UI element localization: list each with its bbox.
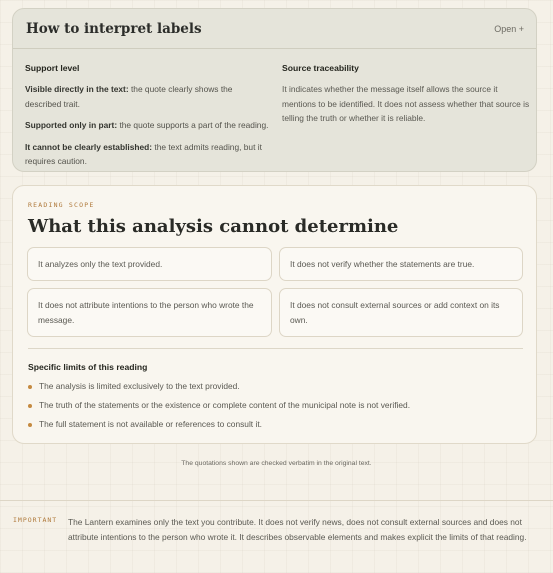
limits-heading: Specific limits of this reading <box>28 362 148 372</box>
list-item <box>28 377 410 396</box>
list-item <box>28 415 410 434</box>
bullet-dot-icon <box>28 423 32 427</box>
footnote: The quotations shown are checked verbatim in the original text. <box>181 460 372 467</box>
source-traceability-heading: Source traceability <box>282 63 359 73</box>
reading-scope-card <box>12 185 537 444</box>
labels-panel-title: How to interpret labels <box>26 20 202 37</box>
limit-text: The truth of the statements or the existence or complete content of the municipal note is not verified. <box>39 400 411 410</box>
bullet-dot-icon <box>28 385 32 389</box>
support-level-column <box>25 63 270 176</box>
support-level-heading: Support level <box>25 63 80 73</box>
support-definition <box>25 118 270 133</box>
important-notice <box>0 500 553 573</box>
support-term: Supported only in part: <box>25 120 118 130</box>
limit-text: The full statement is not available or references to consult it. <box>39 419 262 429</box>
bullet-dot-icon <box>28 404 32 408</box>
labels-panel <box>12 8 537 172</box>
list-item <box>28 396 410 415</box>
source-traceability-text: It indicates whether the message itself allows the source it mentions to be identified. It does not assess whether that source is telling the truth or whether it is reliable. <box>282 84 530 123</box>
support-definition <box>25 140 270 169</box>
limits-list <box>28 377 410 434</box>
scope-box: It does not consult external sources or add context on its own. <box>279 288 523 337</box>
reading-scope-eyebrow: READING SCOPE <box>28 201 95 209</box>
labels-panel-header[interactable] <box>13 9 536 49</box>
limit-text: The analysis is limited exclusively to the text provided. <box>39 381 240 391</box>
divider <box>28 348 523 349</box>
support-term: Visible directly in the text: <box>25 84 129 94</box>
open-toggle-button[interactable]: Open + <box>494 23 524 34</box>
support-desc: the quote clearly shows the described trait. <box>25 84 233 109</box>
support-desc: the quote supports a part of the reading. <box>117 120 269 130</box>
scope-box: It does not attribute intentions to the person who wrote the message. <box>27 288 272 337</box>
scope-box: It does not verify whether the statements are true. <box>279 247 523 281</box>
support-term: It cannot be clearly established: <box>25 141 153 152</box>
scope-box: It analyzes only the text provided. <box>27 247 272 281</box>
support-desc: the text admits reading, but it requires caution. <box>25 141 262 166</box>
support-definition <box>25 82 270 111</box>
important-text: The Lantern examines only the text you contribute. It does not verify news, does not consult external sources and does not attribute intentions to the person who wrote it. It describes observable elements and makes explicit the limits of that reading. <box>68 517 527 542</box>
scope-title: What this analysis cannot determine <box>28 216 399 237</box>
important-label: IMPORTANT <box>13 516 58 524</box>
source-traceability-column <box>282 63 532 126</box>
